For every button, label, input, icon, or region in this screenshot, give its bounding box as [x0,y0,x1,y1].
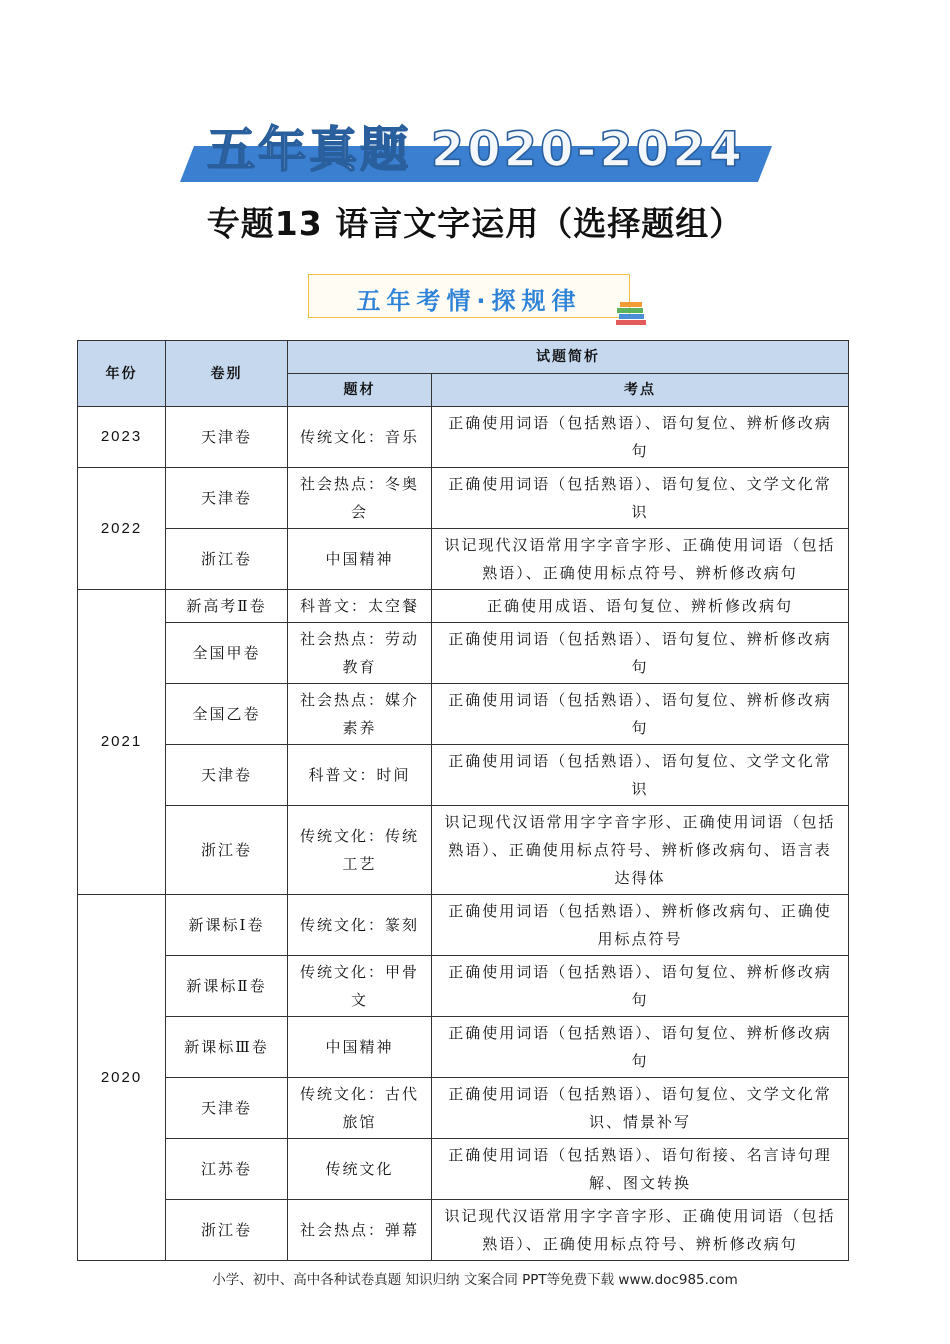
cell-year: 2023 [78,407,166,468]
cell-points: 正确使用词语（包括熟语）、语句复位、文学文化常识、情景补写 [432,1078,849,1139]
table-row [78,745,849,806]
cell-points: 正确使用成语、语句复位、辨析修改病句 [432,590,849,623]
cell-topic: 传统文化：古代旅馆 [288,1078,432,1139]
cell-points: 正确使用词语（包括熟语）、语句复位、辨析修改病句 [432,1017,849,1078]
table-row [78,806,849,895]
cell-paper: 全国乙卷 [166,684,288,745]
table-row [78,529,849,590]
table-row [78,1078,849,1139]
cell-topic: 传统文化：传统工艺 [288,806,432,895]
cell-topic: 社会热点：冬奥会 [288,468,432,529]
cell-topic: 传统文化：篆刻 [288,895,432,956]
header-analysis: 试题简析 [288,341,849,374]
cell-paper: 天津卷 [166,468,288,529]
cell-topic: 社会热点：媒介素养 [288,684,432,745]
table-row [78,623,849,684]
page-title: 专题13 语言文字运用（选择题组） [206,204,744,243]
header-topic: 题材 [288,374,432,407]
footer: 小学、初中、高中各种试卷真题 知识归纳 文案合同 PPT等免费下载 www.doc985.com [212,1272,738,1288]
banner [180,118,772,184]
cell-paper: 新课标Ⅱ卷 [166,956,288,1017]
cell-points: 识记现代汉语常用字字音字形、正确使用词语（包括熟语）、正确使用标点符号、辨析修改病句 [432,529,849,590]
cell-topic: 科普文：时间 [288,745,432,806]
cell-topic: 中国精神 [288,529,432,590]
cell-paper: 浙江卷 [166,806,288,895]
table-row [78,1139,849,1200]
cell-topic: 科普文：太空餐 [288,590,432,623]
cell-paper: 天津卷 [166,745,288,806]
cell-paper: 天津卷 [166,407,288,468]
cell-year: 2020 [78,895,166,1261]
table-row [78,684,849,745]
cell-points: 正确使用词语（包括熟语）、语句复位、文学文化常识 [432,745,849,806]
table-row [78,468,849,529]
cell-paper: 新课标Ⅲ卷 [166,1017,288,1078]
table-body [78,407,849,1261]
cell-points: 正确使用词语（包括熟语）、语句衔接、名言诗句理解、图文转换 [432,1139,849,1200]
cell-paper: 天津卷 [166,1078,288,1139]
cell-points: 正确使用词语（包括熟语）、辨析修改病句、正确使用标点符号 [432,895,849,956]
cell-topic: 社会热点：弹幕 [288,1200,432,1261]
cell-paper: 江苏卷 [166,1139,288,1200]
table-row [78,590,849,623]
table-row [78,1017,849,1078]
subtitle-text: 五年考情·探规律 [356,287,582,315]
cell-paper: 新高考Ⅱ卷 [166,590,288,623]
table-row [78,1200,849,1261]
cell-topic: 传统文化：甲骨文 [288,956,432,1017]
banner-text: 五年真题 2020-2024 [207,122,745,178]
stacked-books-icon [614,298,650,326]
table-row [78,895,849,956]
header-year: 年份 [78,341,166,407]
cell-year: 2022 [78,468,166,590]
table-row [78,956,849,1017]
exam-analysis-table [77,340,849,1261]
header-paper: 卷别 [166,341,288,407]
cell-topic: 中国精神 [288,1017,432,1078]
subtitle-box [308,274,630,318]
cell-topic: 传统文化：音乐 [288,407,432,468]
cell-points: 正确使用词语（包括熟语）、语句复位、辨析修改病句 [432,407,849,468]
header-points: 考点 [432,374,849,407]
cell-points: 正确使用词语（包括熟语）、语句复位、辨析修改病句 [432,623,849,684]
cell-paper: 浙江卷 [166,529,288,590]
cell-topic: 传统文化 [288,1139,432,1200]
cell-year: 2021 [78,590,166,895]
cell-points: 正确使用词语（包括熟语）、语句复位、文学文化常识 [432,468,849,529]
cell-points: 识记现代汉语常用字字音字形、正确使用词语（包括熟语）、正确使用标点符号、辨析修改病句、语言表达得体 [432,806,849,895]
cell-paper: 新课标Ⅰ卷 [166,895,288,956]
cell-points: 识记现代汉语常用字字音字形、正确使用词语（包括熟语）、正确使用标点符号、辨析修改病句 [432,1200,849,1261]
cell-points: 正确使用词语（包括熟语）、语句复位、辨析修改病句 [432,956,849,1017]
cell-paper: 全国甲卷 [166,623,288,684]
cell-points: 正确使用词语（包括熟语）、语句复位、辨析修改病句 [432,684,849,745]
cell-topic: 社会热点：劳动教育 [288,623,432,684]
cell-paper: 浙江卷 [166,1200,288,1261]
table-row [78,407,849,468]
